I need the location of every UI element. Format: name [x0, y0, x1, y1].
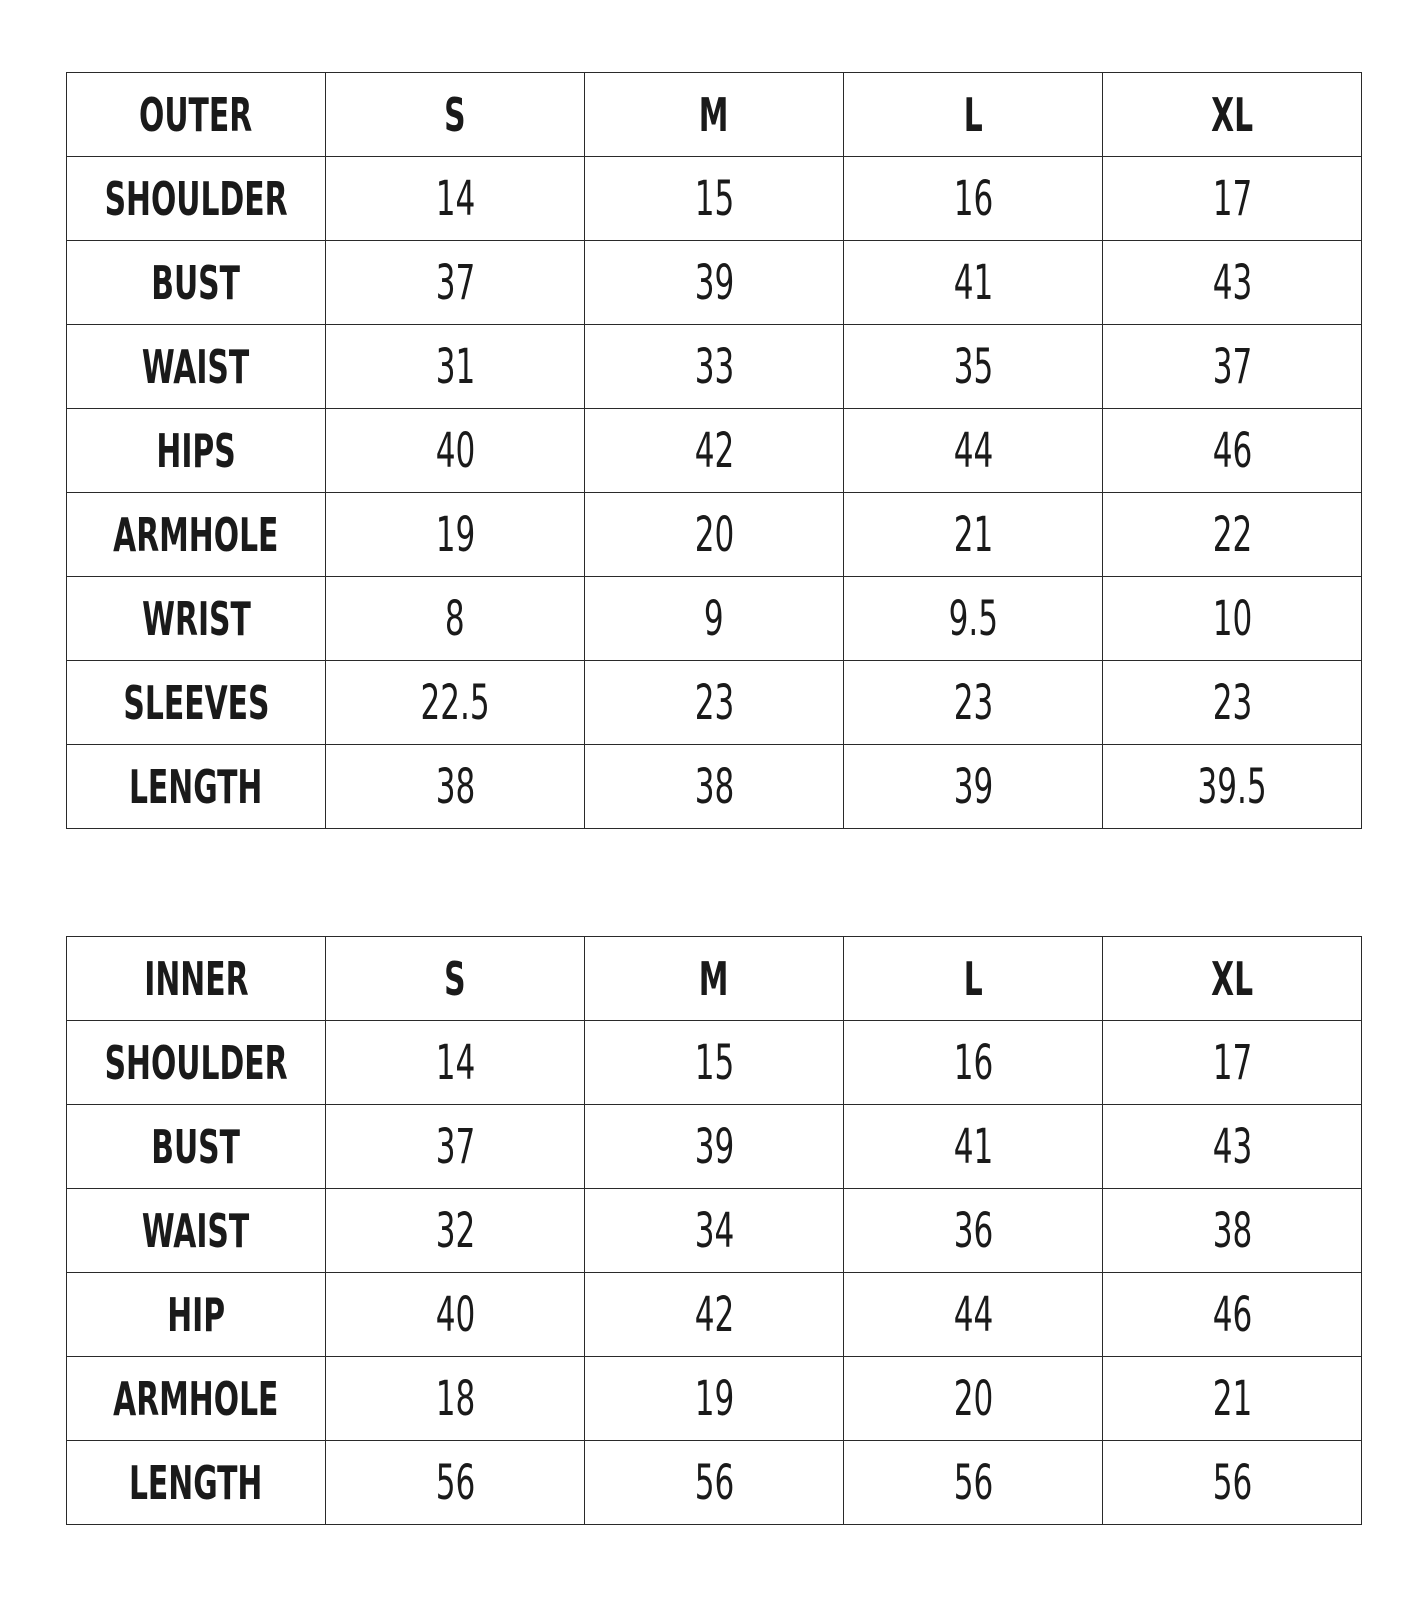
table-row — [67, 745, 1362, 829]
table-row — [67, 1441, 1362, 1525]
measurement-value: 56 — [1212, 1454, 1252, 1511]
measurement-value: 32 — [435, 1202, 475, 1259]
inner-table-title-cell — [67, 937, 326, 1021]
measurement-value: 16 — [953, 1034, 993, 1091]
size-label: XL — [1211, 951, 1253, 1006]
measurement-value: 34 — [694, 1202, 734, 1259]
measurement-label-cell — [67, 157, 326, 241]
measurement-value-cell — [585, 1105, 844, 1189]
measurement-value-cell — [844, 157, 1103, 241]
measurement-value-cell — [585, 661, 844, 745]
inner-size-header-cell — [326, 937, 585, 1021]
measurement-value-cell — [326, 1105, 585, 1189]
measurement-label-cell — [67, 325, 326, 409]
measurement-value-cell — [1103, 745, 1362, 829]
measurement-value-cell — [1103, 661, 1362, 745]
measurement-label: HIP — [167, 1287, 225, 1342]
measurement-value-cell — [585, 325, 844, 409]
size-label: L — [963, 87, 983, 142]
measurement-value-cell — [844, 241, 1103, 325]
measurement-value: 21 — [1212, 1370, 1252, 1427]
measurement-label: LENGTH — [129, 759, 263, 814]
table-row — [67, 1105, 1362, 1189]
measurement-label-cell — [67, 661, 326, 745]
measurement-value-cell — [844, 1105, 1103, 1189]
measurement-value-cell — [326, 1441, 585, 1525]
measurement-value: 44 — [953, 1286, 993, 1343]
measurement-label-cell — [67, 1021, 326, 1105]
measurement-value: 46 — [1212, 1286, 1252, 1343]
measurement-value-cell — [1103, 493, 1362, 577]
measurement-value-cell — [585, 1273, 844, 1357]
measurement-label: ARMHOLE — [113, 507, 279, 562]
measurement-label: WRIST — [141, 591, 251, 646]
measurement-value: 38 — [435, 758, 475, 815]
measurement-value-cell — [326, 745, 585, 829]
measurement-value: 41 — [953, 1118, 993, 1175]
outer-size-table-body — [67, 73, 1362, 829]
measurement-label: HIPS — [156, 423, 236, 478]
measurement-value: 17 — [1212, 1034, 1252, 1091]
outer-header-row — [67, 73, 1362, 157]
measurement-value-cell — [585, 1441, 844, 1525]
table-row — [67, 1189, 1362, 1273]
measurement-label-cell — [67, 745, 326, 829]
measurement-value: 39 — [953, 758, 993, 815]
measurement-value-cell — [844, 1273, 1103, 1357]
measurement-value-cell — [1103, 157, 1362, 241]
inner-size-header-cell — [844, 937, 1103, 1021]
measurement-value: 19 — [435, 506, 475, 563]
measurement-label: BUST — [151, 255, 241, 310]
size-label: S — [444, 87, 466, 142]
measurement-value-cell — [585, 745, 844, 829]
outer-size-header-cell — [585, 73, 844, 157]
measurement-value: 20 — [694, 506, 734, 563]
measurement-value-cell — [844, 325, 1103, 409]
size-label: M — [699, 87, 729, 142]
measurement-value-cell — [326, 1189, 585, 1273]
measurement-value: 44 — [953, 422, 993, 479]
measurement-value: 56 — [435, 1454, 475, 1511]
measurement-value-cell — [326, 241, 585, 325]
measurement-value: 9.5 — [948, 590, 998, 647]
measurement-value-cell — [844, 1189, 1103, 1273]
measurement-value-cell — [326, 661, 585, 745]
measurement-label-cell — [67, 1441, 326, 1525]
outer-size-header-cell — [326, 73, 585, 157]
size-label: M — [699, 951, 729, 1006]
measurement-value-cell — [1103, 241, 1362, 325]
measurement-value: 19 — [694, 1370, 734, 1427]
measurement-value: 56 — [953, 1454, 993, 1511]
measurement-value-cell — [1103, 1021, 1362, 1105]
measurement-value-cell — [585, 1357, 844, 1441]
measurement-value-cell — [1103, 1105, 1362, 1189]
measurement-value: 40 — [435, 1286, 475, 1343]
inner-size-header-cell — [1103, 937, 1362, 1021]
table-row — [67, 325, 1362, 409]
measurement-value: 37 — [435, 254, 475, 311]
inner-header-row — [67, 937, 1362, 1021]
measurement-value: 21 — [953, 506, 993, 563]
measurement-value-cell — [326, 409, 585, 493]
measurement-value: 56 — [694, 1454, 734, 1511]
measurement-value: 37 — [435, 1118, 475, 1175]
measurement-value: 40 — [435, 422, 475, 479]
measurement-value: 39.5 — [1197, 758, 1267, 815]
measurement-value-cell — [844, 493, 1103, 577]
measurement-value-cell — [844, 409, 1103, 493]
measurement-value-cell — [326, 577, 585, 661]
measurement-value: 23 — [694, 674, 734, 731]
measurement-value-cell — [1103, 325, 1362, 409]
measurement-value-cell — [585, 493, 844, 577]
measurement-value: 9 — [704, 590, 724, 647]
measurement-value: 38 — [694, 758, 734, 815]
measurement-label-cell — [67, 409, 326, 493]
inner-size-table — [66, 936, 1362, 1525]
table-row — [67, 1357, 1362, 1441]
measurement-value-cell — [585, 1189, 844, 1273]
measurement-label-cell — [67, 1273, 326, 1357]
measurement-value-cell — [326, 1357, 585, 1441]
measurement-value: 39 — [694, 1118, 734, 1175]
measurement-value: 35 — [953, 338, 993, 395]
measurement-value-cell — [326, 1273, 585, 1357]
measurement-value: 46 — [1212, 422, 1252, 479]
measurement-label-cell — [67, 241, 326, 325]
measurement-label: WAIST — [142, 1203, 250, 1258]
measurement-value: 39 — [694, 254, 734, 311]
measurement-value-cell — [585, 409, 844, 493]
table-row — [67, 241, 1362, 325]
measurement-value-cell — [1103, 1273, 1362, 1357]
table-row — [67, 493, 1362, 577]
measurement-value: 15 — [694, 1034, 734, 1091]
measurement-label: WAIST — [142, 339, 250, 394]
measurement-label: BUST — [151, 1119, 241, 1174]
measurement-value-cell — [1103, 1441, 1362, 1525]
measurement-value: 31 — [435, 338, 475, 395]
outer-table-title: OUTER — [139, 87, 253, 142]
measurement-value-cell — [585, 1021, 844, 1105]
measurement-label-cell — [67, 493, 326, 577]
measurement-value: 15 — [694, 170, 734, 227]
measurement-label: LENGTH — [129, 1455, 263, 1510]
outer-size-header-cell — [1103, 73, 1362, 157]
measurement-value: 38 — [1212, 1202, 1252, 1259]
measurement-value: 42 — [694, 1286, 734, 1343]
measurement-value-cell — [585, 241, 844, 325]
measurement-value: 43 — [1212, 254, 1252, 311]
measurement-value-cell — [844, 661, 1103, 745]
inner-table-title: INNER — [143, 951, 249, 1006]
size-label: S — [444, 951, 466, 1006]
measurement-value-cell — [844, 1357, 1103, 1441]
measurement-label-cell — [67, 1189, 326, 1273]
table-row — [67, 577, 1362, 661]
measurement-label: SLEEVES — [122, 675, 270, 730]
inner-size-table-body — [67, 937, 1362, 1525]
measurement-value: 22.5 — [420, 674, 490, 731]
measurement-value: 10 — [1212, 590, 1252, 647]
size-label: XL — [1211, 87, 1253, 142]
measurement-value-cell — [844, 1441, 1103, 1525]
outer-size-header-cell — [844, 73, 1103, 157]
measurement-value-cell — [1103, 409, 1362, 493]
measurement-value: 14 — [435, 1034, 475, 1091]
outer-size-table — [66, 72, 1362, 829]
outer-table-title-cell — [67, 73, 326, 157]
measurement-value: 14 — [435, 170, 475, 227]
measurement-label-cell — [67, 1357, 326, 1441]
table-row — [67, 157, 1362, 241]
measurement-value: 23 — [1212, 674, 1252, 731]
measurement-value: 43 — [1212, 1118, 1252, 1175]
measurement-label: SHOULDER — [104, 171, 288, 226]
measurement-value-cell — [585, 577, 844, 661]
measurement-value: 17 — [1212, 170, 1252, 227]
measurement-label-cell — [67, 1105, 326, 1189]
measurement-value-cell — [1103, 1189, 1362, 1273]
measurement-label-cell — [67, 577, 326, 661]
measurement-value: 16 — [953, 170, 993, 227]
measurement-value: 33 — [694, 338, 734, 395]
measurement-value: 8 — [445, 590, 465, 647]
measurement-value: 41 — [953, 254, 993, 311]
measurement-value: 22 — [1212, 506, 1252, 563]
measurement-value-cell — [585, 157, 844, 241]
table-row — [67, 661, 1362, 745]
measurement-value: 37 — [1212, 338, 1252, 395]
measurement-value-cell — [326, 1021, 585, 1105]
table-row — [67, 1021, 1362, 1105]
measurement-value: 42 — [694, 422, 734, 479]
measurement-value-cell — [1103, 1357, 1362, 1441]
inner-size-header-cell — [585, 937, 844, 1021]
measurement-value-cell — [326, 325, 585, 409]
measurement-value-cell — [1103, 577, 1362, 661]
size-label: L — [963, 951, 983, 1006]
measurement-value-cell — [326, 157, 585, 241]
measurement-value-cell — [844, 1021, 1103, 1105]
measurement-value-cell — [844, 745, 1103, 829]
table-row — [67, 1273, 1362, 1357]
measurement-value-cell — [326, 493, 585, 577]
measurement-value-cell — [844, 577, 1103, 661]
measurement-value: 36 — [953, 1202, 993, 1259]
measurement-value: 18 — [435, 1370, 475, 1427]
table-row — [67, 409, 1362, 493]
measurement-value: 23 — [953, 674, 993, 731]
measurement-label: ARMHOLE — [113, 1371, 279, 1426]
measurement-value: 20 — [953, 1370, 993, 1427]
measurement-label: SHOULDER — [104, 1035, 288, 1090]
